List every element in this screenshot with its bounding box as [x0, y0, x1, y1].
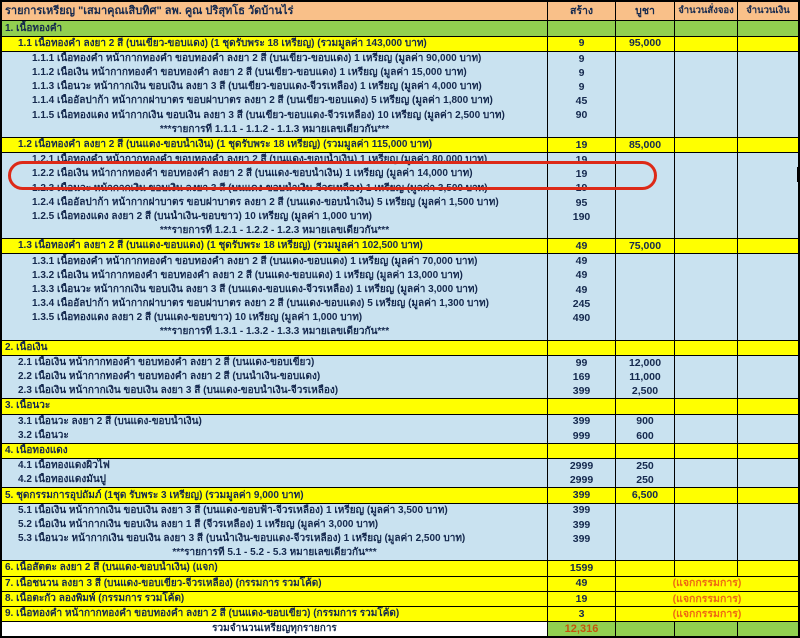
create-count-cell	[548, 341, 616, 355]
order-count-cell	[675, 341, 738, 355]
money-amount-cell	[738, 21, 798, 35]
money-amount-cell	[738, 297, 798, 311]
committee-giveaway-note: (แจกกรรมการ)	[616, 577, 798, 591]
item-description: ***รายการที่ 1.1.1 - 1.1.2 - 1.1.3 หมายเลขเดียวกัน***	[2, 123, 548, 137]
table-row	[2, 152, 798, 167]
item-description: 7. เนื้อชนวน ลงยา 3 สี (บนแดง-ขอบเขียว-จีวรเหลือง) (กรรมการ รวมโค้ด)	[2, 577, 548, 591]
note-row	[2, 123, 798, 137]
bucha-price-cell	[616, 561, 675, 575]
item-description: 2.2 เนื้อเงิน หน้ากากทองคำ ขอบทองคำ ลงยา 2 สี (บนน้ำเงิน-ขอบแดง)	[2, 370, 548, 384]
bucha-price-cell: 85,000	[616, 138, 675, 152]
item-description: 1.1.3 เนื้อนวะ หน้ากากเงิน ขอบเงิน ลงยา 3 สี (บนเขียว-ขอบแดง-จีวรเหลือง) 1 เหรียญ (มูลค่า 4,000 บาท)	[2, 80, 548, 94]
bucha-price-cell	[616, 532, 675, 546]
create-count-cell	[548, 21, 616, 35]
item-description: 4.2 เนื้อทองแดงมันปู	[2, 473, 548, 487]
table-row	[2, 532, 798, 546]
item-description: ***รายการที่ 1.3.1 - 1.3.2 - 1.3.3 หมายเลขเดียวกัน***	[2, 325, 548, 339]
item-description: ***รายการที่ 5.1 - 5.2 - 5.3 หมายเลขเดียวกัน***	[2, 546, 548, 560]
create-count-cell: 2999	[548, 459, 616, 473]
money-amount-cell	[738, 356, 798, 370]
item-description: 5. ชุดกรรมการอุปถัมภ์ (1ชุด รับพระ 3 เหรียญ) (รวมมูลค่า 9,000 บาท)	[2, 488, 548, 502]
section-row	[2, 560, 798, 575]
committee-giveaway-note: (แจกกรรมการ)	[616, 592, 798, 606]
bucha-price-cell: 12,000	[616, 356, 675, 370]
money-amount-cell	[738, 224, 798, 238]
bucha-price-cell	[616, 94, 675, 108]
committee-giveaway-note: (แจกกรรมการ)	[616, 607, 798, 621]
create-count-cell: 99	[548, 356, 616, 370]
item-description: 3. เนื้อนวะ	[2, 399, 548, 413]
order-count-cell	[675, 444, 738, 458]
table-row	[2, 384, 798, 398]
order-count-cell	[675, 224, 738, 238]
item-description: 2.1 เนื้อเงิน หน้ากากทองคำ ขอบทองคำ ลงยา 2 สี (บนแดง-ขอบเขียว)	[2, 356, 548, 370]
bucha-price-cell	[616, 224, 675, 238]
item-description: 1.2.3 เนื้อนวะ หน้ากากเงิน ขอบเงิน ลงยา 3 สี (บนแดง-ขอบน้ำเงิน-จีวรเหลือง) 1 เหรียญ (มูลค่า 3,500 บาท)	[2, 182, 548, 196]
money-amount-cell	[738, 269, 798, 283]
money-amount-cell	[738, 37, 798, 51]
order-count-cell	[675, 622, 738, 636]
order-count-cell	[675, 532, 738, 546]
money-amount-cell	[738, 532, 798, 546]
page-title: รายการเหรียญ "เสมาคุณเสิบทิศ" ลพ. คูณ ปริสุทโธ วัดบ้านไร่	[2, 2, 548, 20]
bucha-price-cell	[616, 283, 675, 297]
order-count-cell	[675, 297, 738, 311]
money-amount-cell	[738, 123, 798, 137]
order-count-cell	[675, 254, 738, 268]
order-count-cell	[675, 196, 738, 210]
bucha-price-cell	[616, 399, 675, 413]
create-count-cell: 169	[548, 370, 616, 384]
create-count-cell: 399	[548, 415, 616, 429]
create-count-cell: 49	[548, 239, 616, 253]
create-count-cell: 19	[548, 138, 616, 152]
bucha-price-cell: 250	[616, 459, 675, 473]
bucha-price-cell	[616, 254, 675, 268]
bucha-price-cell	[616, 66, 675, 80]
item-description: 2.3 เนื้อเงิน หน้ากากเงิน ขอบเงิน ลงยา 3 สี (บนแดง-ขอบน้ำเงิน-จีวรเหลือง)	[2, 384, 548, 398]
money-amount-cell	[738, 52, 798, 66]
bucha-price-cell	[616, 269, 675, 283]
item-description: 1.3.1 เนื้อทองคำ หน้ากากทองคำ ขอบทองคำ ลงยา 2 สี (บนแดง-ขอบแดง) 1 เหรียญ (มูลค่า 70,000 บาท)	[2, 254, 548, 268]
section-row	[2, 36, 798, 51]
create-count-cell	[548, 123, 616, 137]
money-amount-cell	[738, 66, 798, 80]
section-row	[2, 487, 798, 502]
create-count-cell	[548, 224, 616, 238]
money-amount-cell	[738, 311, 798, 325]
money-amount-cell	[738, 153, 798, 167]
item-description: 1.3.4 เนื้ออัลปาก้า หน้ากากฝาบาตร ขอบฝาบาตร ลงยา 2 สี (บนแดง-ขอบแดง) 5 เหรียญ (มูลค่า 1,300 บาท)	[2, 297, 548, 311]
bucha-price-cell	[616, 123, 675, 137]
table-row	[2, 458, 798, 473]
bucha-price-cell: 75,000	[616, 239, 675, 253]
order-count-cell	[675, 459, 738, 473]
create-count-cell: 49	[548, 269, 616, 283]
money-amount-cell	[738, 239, 798, 253]
item-description: 3.1 เนื้อนวะ ลงยา 2 สี (บนแดง-ขอบน้ำเงิน)	[2, 415, 548, 429]
order-count-cell	[675, 94, 738, 108]
table-row	[2, 196, 798, 210]
order-count-cell	[675, 21, 738, 35]
bucha-price-cell	[616, 182, 675, 196]
money-amount-cell	[738, 415, 798, 429]
money-amount-cell	[738, 210, 798, 224]
create-count-cell: 19	[548, 592, 616, 606]
order-count-cell	[675, 269, 738, 283]
order-count-cell	[675, 325, 738, 339]
table-row	[2, 414, 798, 429]
order-count-cell	[675, 239, 738, 253]
order-count-cell	[675, 473, 738, 487]
item-description: 5.2 เนื้อเงิน หน้ากากเงิน ขอบเงิน ลงยา 1 สี (จีวรเหลือง) 1 เหรียญ (มูลค่า 3,000 บาท)	[2, 518, 548, 532]
money-amount-cell	[738, 518, 798, 532]
order-count-cell	[675, 138, 738, 152]
money-amount-cell	[738, 546, 798, 560]
create-count-cell: 399	[548, 518, 616, 532]
money-amount-cell	[738, 196, 798, 210]
item-description: 1.2.1 เนื้อทองคำ หน้ากากทองคำ ขอบทองคำ ลงยา 2 สี (บนแดง-ขอบน้ำเงิน) 1 เหรียญ (มูลค่า 80,000 บาท)	[2, 153, 548, 167]
money-amount-cell	[738, 622, 798, 636]
order-count-cell	[675, 66, 738, 80]
item-description: 1.1.1 เนื้อทองคำ หน้ากากทองคำ ขอบทองคำ ลงยา 2 สี (บนเขียว-ขอบแดง) 1 เหรียญ (มูลค่า 90,000 บาท)	[2, 52, 548, 66]
order-count-cell	[675, 283, 738, 297]
section-row	[2, 137, 798, 152]
item-description: 1.3 เนื้อทองคำ ลงยา 2 สี (บนแดง-ขอบแดง) (1 ชุดรับพระ 18 เหรียญ) (รวมมูลค่า 102,500 บาท)	[2, 239, 548, 253]
create-count-cell: 490	[548, 311, 616, 325]
money-amount-cell	[738, 283, 798, 297]
create-count-cell	[548, 546, 616, 560]
bucha-price-cell	[616, 167, 675, 181]
section-row	[2, 398, 798, 413]
table-row	[2, 370, 798, 384]
money-amount-cell	[738, 473, 798, 487]
bucha-price-cell	[616, 546, 675, 560]
item-description: 1.1.2 เนื้อเงิน หน้ากากทองคำ ขอบทองคำ ลงยา 2 สี (บนเขียว-ขอบแดง) 1 เหรียญ (มูลค่า 15,000 บาท)	[2, 66, 548, 80]
table-row	[2, 253, 798, 268]
money-amount-cell	[738, 370, 798, 384]
money-amount-cell	[738, 459, 798, 473]
note-row	[2, 224, 798, 238]
create-count-cell: 190	[548, 210, 616, 224]
order-count-cell	[675, 109, 738, 123]
bucha-price-cell: 900	[616, 415, 675, 429]
table-row	[2, 518, 798, 532]
item-description: 1.1 เนื้อทองคำ ลงยา 2 สี (บนเขียว-ขอบแดง) (1 ชุดรับพระ 18 เหรียญ) (รวมมูลค่า 143,000 บาท)	[2, 37, 548, 51]
money-amount-cell	[738, 384, 798, 398]
order-count-cell	[675, 153, 738, 167]
column-header-amount: จำนวนเงิน	[738, 2, 798, 20]
create-count-cell: 9	[548, 37, 616, 51]
bucha-price-cell	[616, 518, 675, 532]
money-amount-cell	[738, 109, 798, 123]
section-row	[2, 606, 798, 621]
item-description: 1.2.2 เนื้อเงิน หน้ากากทองคำ ขอบทองคำ ลงยา 2 สี (บนแดง-ขอบน้ำเงิน) 1 เหรียญ (มูลค่า 14,000 บาท)	[2, 167, 548, 181]
money-amount-cell	[738, 561, 798, 575]
order-count-cell	[675, 399, 738, 413]
bucha-price-cell	[616, 196, 675, 210]
order-count-cell	[675, 370, 738, 384]
order-count-cell	[675, 52, 738, 66]
item-description: 4. เนื้อทองแดง	[2, 444, 548, 458]
money-amount-cell	[738, 488, 798, 502]
section-row	[2, 443, 798, 458]
item-description: 6. เนื้อสัตตะ ลงยา 2 สี (บนแดง-ขอบน้ำเงิน) (แจก)	[2, 561, 548, 575]
create-count-cell: 95	[548, 196, 616, 210]
table-row	[2, 66, 798, 80]
item-description: 1.2.5 เนื้อทองแดง ลงยา 2 สี (บนน้ำเงิน-ขอบขาว) 10 เหรียญ (มูลค่า 1,000 บาท)	[2, 210, 548, 224]
create-count-cell: 245	[548, 297, 616, 311]
bucha-price-cell: 600	[616, 429, 675, 443]
note-row	[2, 325, 798, 339]
bucha-price-cell: 6,500	[616, 488, 675, 502]
create-count-cell: 9	[548, 80, 616, 94]
order-count-cell	[675, 182, 738, 196]
bucha-price-cell	[616, 297, 675, 311]
order-count-cell	[675, 429, 738, 443]
money-amount-cell	[738, 444, 798, 458]
order-count-cell	[675, 123, 738, 137]
item-description: 1.2.4 เนื้ออัลปาก้า หน้ากากฝาบาตร ขอบฝาบาตร ลงยา 2 สี (บนแดง-ขอบน้ำเงิน) 5 เหรียญ (มูลค่า 1,500 บาท)	[2, 196, 548, 210]
table-row	[2, 109, 798, 123]
create-count-cell: 399	[548, 532, 616, 546]
money-amount-cell	[738, 182, 798, 196]
create-count-cell: 19	[548, 182, 616, 196]
bucha-price-cell	[616, 325, 675, 339]
item-description: 1. เนื้อทองคำ	[2, 21, 548, 35]
create-count-cell: 399	[548, 488, 616, 502]
create-count-cell: 49	[548, 283, 616, 297]
create-count-cell: 999	[548, 429, 616, 443]
column-header-bucha: บูชา	[616, 2, 675, 20]
order-count-cell	[675, 561, 738, 575]
create-count-cell: 3	[548, 607, 616, 621]
table-row	[2, 355, 798, 370]
money-amount-cell	[738, 167, 798, 181]
column-header-order-count: จำนวนสั่งจอง	[675, 2, 738, 20]
create-count-cell: 399	[548, 384, 616, 398]
item-description: 5.3 เนื้อนวะ หน้ากากเงิน ขอบเงิน ลงยา 3 สี (บนน้ำเงิน-ขอบแดง-จีวรเหลือง) 1 เหรียญ (มูลค่า 2,500 บาท)	[2, 532, 548, 546]
create-count-cell: 9	[548, 66, 616, 80]
item-description: 8. เนื้อตะกั่ว ลองพิมพ์ (กรรมการ รวมโค้ด)	[2, 592, 548, 606]
column-header-create: สร้าง	[548, 2, 616, 20]
bucha-price-cell	[616, 109, 675, 123]
create-count-cell: 49	[548, 254, 616, 268]
bucha-price-cell	[616, 311, 675, 325]
item-description: 2. เนื้อเงิน	[2, 341, 548, 355]
order-count-cell	[675, 167, 738, 181]
item-description: 1.3.5 เนื้อทองแดง ลงยา 2 สี (บนแดง-ขอบขาว) 10 เหรียญ (มูลค่า 1,000 บาท)	[2, 311, 548, 325]
table-row	[2, 167, 798, 181]
note-row	[2, 546, 798, 560]
create-count-cell: 2999	[548, 473, 616, 487]
order-count-cell	[675, 311, 738, 325]
item-description: ***รายการที่ 1.2.1 - 1.2.2 - 1.2.3 หมายเลขเดียวกัน***	[2, 224, 548, 238]
table-row	[2, 283, 798, 297]
item-description: 1.3.2 เนื้อเงิน หน้ากากทองคำ ขอบทองคำ ลงยา 2 สี (บนแดง-ขอบแดง) 1 เหรียญ (มูลค่า 13,000 บาท)	[2, 269, 548, 283]
create-count-cell	[548, 325, 616, 339]
table-row	[2, 51, 798, 66]
create-count-cell: 90	[548, 109, 616, 123]
item-description: 4.1 เนื้อทองแดงผิวไฟ	[2, 459, 548, 473]
table-row	[2, 503, 798, 518]
table-row	[2, 429, 798, 443]
table-row	[2, 210, 798, 224]
item-description: 3.2 เนื้อนวะ	[2, 429, 548, 443]
order-count-cell	[675, 488, 738, 502]
total-coin-count: 12,316	[548, 622, 616, 636]
money-amount-cell	[738, 341, 798, 355]
money-amount-cell	[738, 429, 798, 443]
item-description: 1.1.4 เนื้ออัลปาก้า หน้ากากฝาบาตร ขอบฝาบาตร ลงยา 2 สี (บนเขียว-ขอบแดง) 5 เหรียญ (มูลค่า 1,800 บาท)	[2, 94, 548, 108]
table-row	[2, 94, 798, 108]
item-description: 1.2 เนื้อทองคำ ลงยา 2 สี (บนแดง-ขอบน้ำเงิน) (1 ชุดรับพระ 18 เหรียญ) (รวมมูลค่า 115,000 บาท)	[2, 138, 548, 152]
bucha-price-cell: 2,500	[616, 384, 675, 398]
section-row	[2, 340, 798, 355]
money-amount-cell	[738, 399, 798, 413]
bucha-price-cell	[616, 52, 675, 66]
item-description: 1.3.3 เนื้อนวะ หน้ากากเงิน ขอบเงิน ลงยา 3 สี (บนแดง-ขอบแดง-จีวรเหลือง) 1 เหรียญ (มูลค่า 3,000 บาท)	[2, 283, 548, 297]
create-count-cell: 19	[548, 153, 616, 167]
bucha-price-cell	[616, 504, 675, 518]
create-count-cell: 49	[548, 577, 616, 591]
money-amount-cell	[738, 504, 798, 518]
create-count-cell: 45	[548, 94, 616, 108]
bucha-price-cell	[616, 210, 675, 224]
section-row	[2, 20, 798, 35]
table-row	[2, 311, 798, 325]
bucha-price-cell: 95,000	[616, 37, 675, 51]
order-count-cell	[675, 356, 738, 370]
money-amount-cell	[738, 138, 798, 152]
order-count-cell	[675, 37, 738, 51]
section-row	[2, 591, 798, 606]
money-amount-cell	[738, 254, 798, 268]
table-row	[2, 473, 798, 487]
create-count-cell	[548, 444, 616, 458]
item-description: 5.1 เนื้อเงิน หน้ากากเงิน ขอบเงิน ลงยา 3 สี (บนแดง-ขอบฟ้า-จีวรเหลือง) 1 เหรียญ (มูลค่า 3,500 บาท)	[2, 504, 548, 518]
create-count-cell: 1599	[548, 561, 616, 575]
table-row	[2, 80, 798, 94]
total-label: รวมจำนวนเหรียญทุกรายการ	[2, 622, 548, 636]
create-count-cell: 19	[548, 167, 616, 181]
bucha-price-cell	[616, 21, 675, 35]
order-count-cell	[675, 546, 738, 560]
order-count-cell	[675, 80, 738, 94]
table-row	[2, 182, 798, 196]
order-count-cell	[675, 384, 738, 398]
total-row	[2, 621, 798, 636]
table-row	[2, 269, 798, 283]
bucha-price-cell: 11,000	[616, 370, 675, 384]
order-count-cell	[675, 504, 738, 518]
create-count-cell: 9	[548, 52, 616, 66]
order-count-cell	[675, 210, 738, 224]
item-description: 9. เนื้อทองคำ หน้ากากทองคำ ขอบทองคำ ลงยา 2 สี (บนแดง-ขอบเขียว) (กรรมการ รวมโค้ด)	[2, 607, 548, 621]
bucha-price-cell: 250	[616, 473, 675, 487]
table-row	[2, 297, 798, 311]
section-row	[2, 576, 798, 591]
bucha-price-cell	[616, 80, 675, 94]
section-row	[2, 238, 798, 253]
create-count-cell: 399	[548, 504, 616, 518]
order-count-cell	[675, 415, 738, 429]
create-count-cell	[548, 399, 616, 413]
bucha-price-cell	[616, 341, 675, 355]
money-amount-cell	[738, 94, 798, 108]
bucha-price-cell	[616, 153, 675, 167]
bucha-price-cell	[616, 444, 675, 458]
money-amount-cell	[738, 80, 798, 94]
table-header-row	[2, 2, 798, 20]
item-description: 1.1.5 เนื้อทองแดง หน้ากากเงิน ขอบเงิน ลงยา 3 สี (บนเขียว-ขอบแดง-จีวรเหลือง) 10 เหรียญ (มูลค่า 2,500 บาท)	[2, 109, 548, 123]
order-count-cell	[675, 518, 738, 532]
money-amount-cell	[738, 325, 798, 339]
bucha-price-cell	[616, 622, 675, 636]
